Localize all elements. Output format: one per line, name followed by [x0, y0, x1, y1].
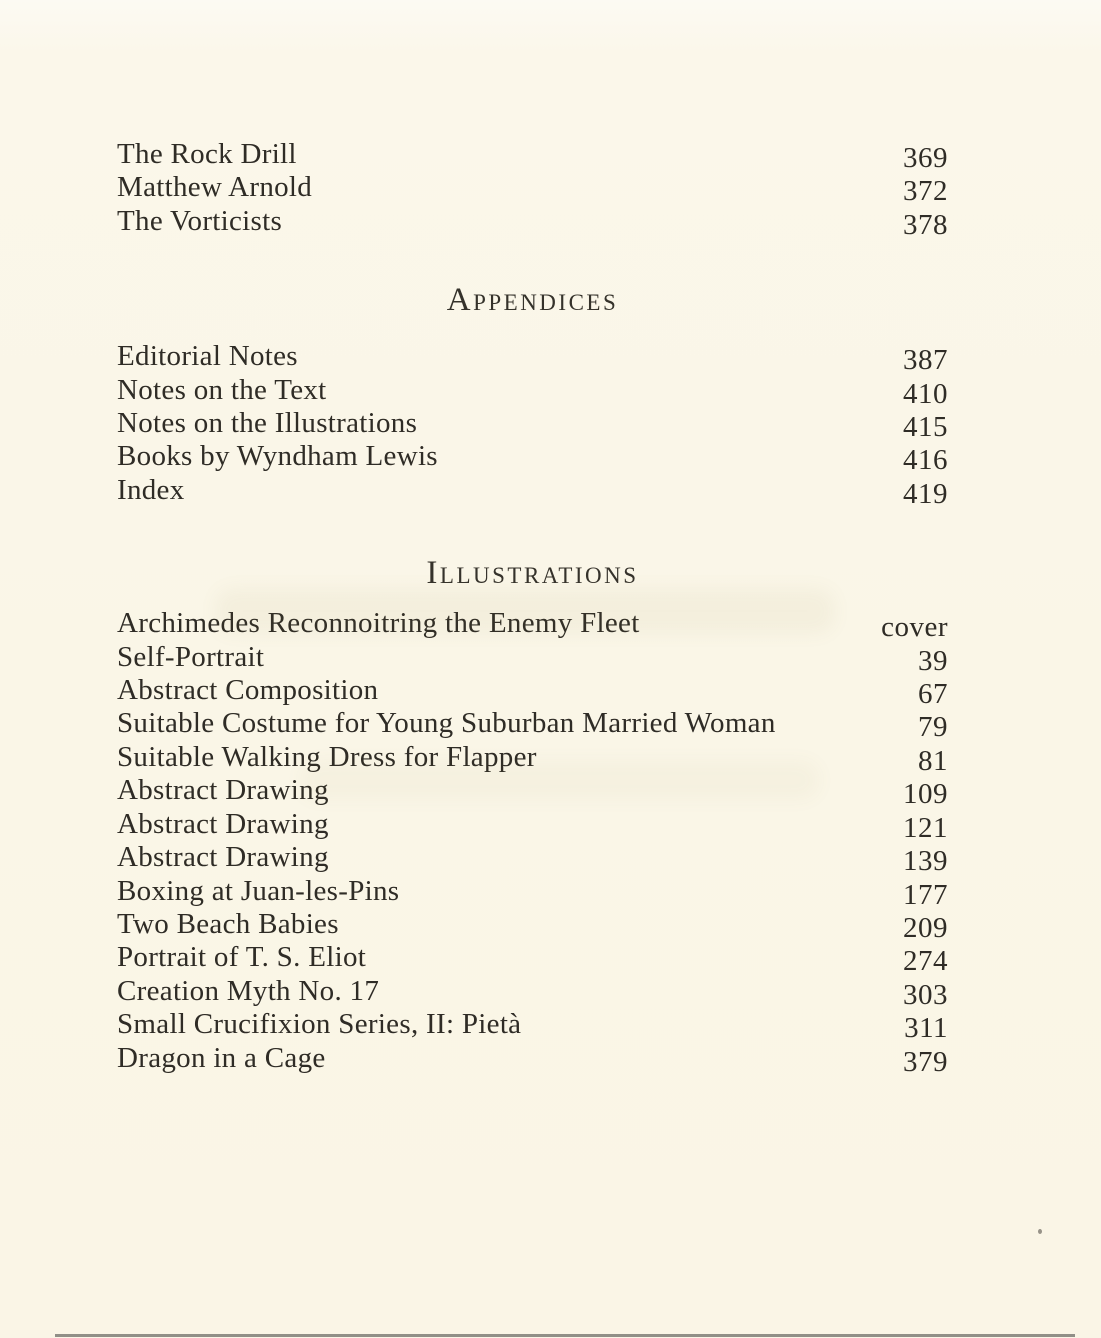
appendices-entries: [117, 340, 948, 510]
entry-title: Dragon in a Cage: [117, 1041, 326, 1074]
entry-page-number: 67: [918, 678, 948, 711]
entry-page-number: 372: [903, 175, 948, 208]
entry-title: Matthew Arnold: [117, 171, 313, 204]
toc-row: [117, 340, 948, 377]
entry-title: Archimedes Reconnoitring the Enemy Fleet: [117, 607, 640, 640]
illustrations-heading: Illustrations: [426, 555, 639, 592]
entry-page-number: 378: [903, 208, 948, 241]
entry-page-number: 121: [903, 811, 948, 844]
toc-row: [117, 707, 948, 744]
toc-row: [117, 941, 948, 978]
entry-title: Notes on the Text: [117, 373, 327, 406]
entry-title: Suitable Costume for Young Suburban Married Woman: [117, 707, 776, 740]
entry-page-number: 39: [918, 644, 948, 677]
toc-row: [117, 407, 948, 444]
toc-row: [117, 874, 948, 911]
toc-row: [117, 807, 948, 844]
entry-page-number: 109: [903, 778, 948, 811]
entry-page-number: 303: [903, 978, 948, 1011]
entry-page-number: 369: [903, 142, 948, 174]
chapter-entries: [117, 138, 948, 241]
entry-title: Index: [117, 473, 185, 506]
entry-page-number: 274: [903, 945, 948, 978]
toc-row: [117, 1008, 948, 1045]
entry-page-number: 81: [918, 744, 948, 777]
toc-row: [117, 841, 948, 878]
entry-page-number: 139: [903, 845, 948, 878]
entry-page-number: 177: [903, 878, 948, 911]
contents-column: [117, 0, 948, 1078]
entry-page-number: cover: [881, 611, 948, 644]
toc-row: [117, 974, 948, 1011]
illustrations-entries: [117, 607, 948, 1078]
toc-row: [117, 473, 948, 510]
toc-row: [117, 373, 948, 410]
entry-title: Editorial Notes: [117, 340, 298, 373]
entry-page-number: 410: [903, 377, 948, 410]
entry-page-number: 416: [903, 444, 948, 477]
entry-page-number: 311: [904, 1012, 948, 1045]
entry-title: Portrait of T. S. Eliot: [117, 941, 367, 974]
entry-title: The Rock Drill: [117, 138, 297, 170]
entry-title: Self-Portrait: [117, 640, 265, 673]
entry-title: Abstract Drawing: [117, 841, 329, 874]
entry-title: Notes on the Illustrations: [117, 407, 418, 440]
entry-title: Abstract Drawing: [117, 807, 329, 840]
toc-row: [117, 204, 948, 241]
entry-title: Small Crucifixion Series, II: Pietà: [117, 1008, 522, 1041]
entry-page-number: 209: [903, 911, 948, 944]
scan-edge-line: [55, 1334, 1075, 1337]
toc-row: [117, 440, 948, 477]
appendices-heading: Appendices: [446, 282, 619, 319]
scan-dust-speck: [1038, 1229, 1042, 1234]
toc-row: [117, 740, 948, 777]
entry-page-number: 419: [903, 477, 948, 510]
toc-row: [117, 907, 948, 944]
entry-page-number: 379: [903, 1045, 948, 1078]
toc-row: [117, 138, 948, 174]
entry-title: Creation Myth No. 17: [117, 974, 380, 1007]
entry-page-number: 387: [903, 344, 948, 377]
toc-row: [117, 1041, 948, 1078]
toc-row: [117, 674, 948, 711]
entry-title: Abstract Drawing: [117, 774, 329, 807]
entry-title: Boxing at Juan-les-Pins: [117, 874, 400, 907]
toc-row: [117, 607, 948, 644]
toc-row: [117, 171, 948, 208]
entry-page-number: 79: [918, 711, 948, 744]
entry-title: The Vorticists: [117, 204, 283, 237]
entry-title: Suitable Walking Dress for Flapper: [117, 740, 537, 773]
entry-title: Abstract Composition: [117, 674, 379, 707]
entry-title: Books by Wyndham Lewis: [117, 440, 438, 473]
toc-row: [117, 640, 948, 677]
entry-title: Two Beach Babies: [117, 907, 339, 940]
entry-page-number: 415: [903, 411, 948, 444]
toc-row: [117, 774, 948, 811]
